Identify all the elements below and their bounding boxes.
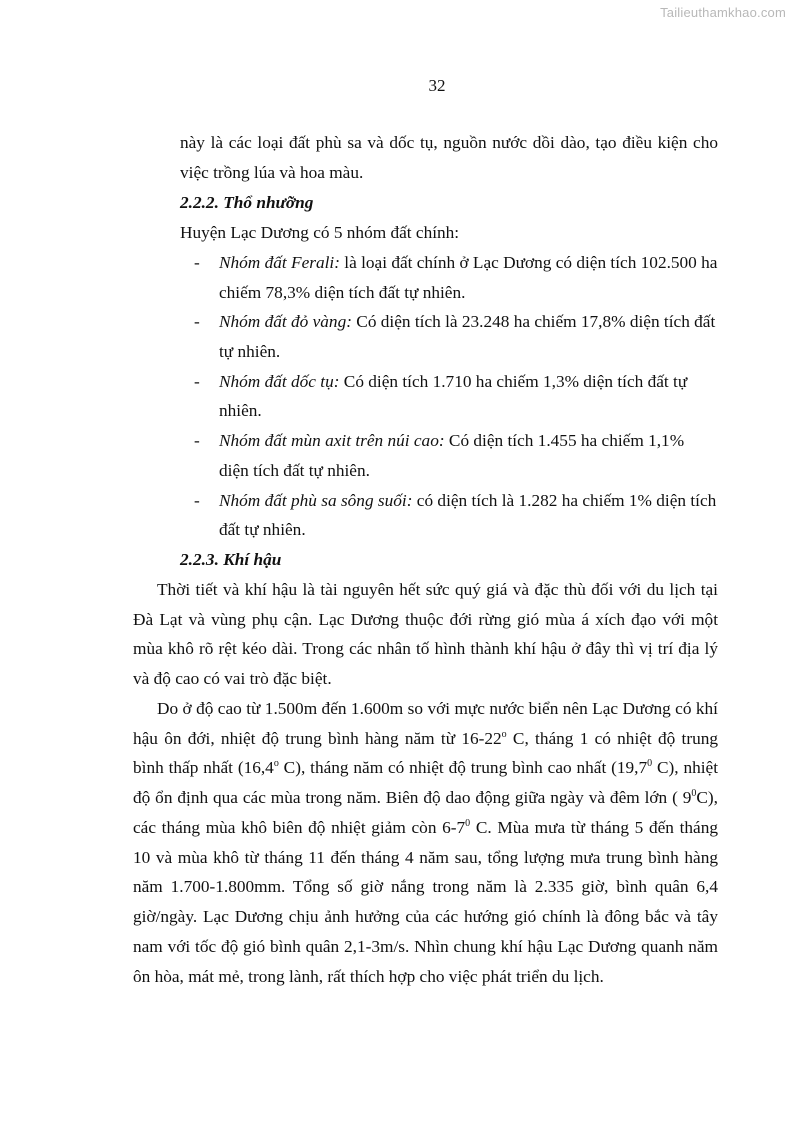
intro-line-1: này là các loại đất phù sa và dốc tụ, nguồn nước dồi dào, tạo điều kiện cho (180, 133, 718, 152)
superscript: 0 (647, 758, 653, 770)
list-item-text: là loại đất chính ở Lạc Dương có diện tích 102.500 ha (339, 253, 718, 272)
list-item-line (219, 490, 716, 512)
list-item-text: Có diện tích 1.455 ha chiếm 1,1% (444, 431, 685, 450)
superscript: o (273, 758, 279, 770)
paragraph-line: Thời tiết và khí hậu là tài nguyên hết sức quý giá và đặc thù đối với du lịch tại (157, 580, 718, 599)
text-run: C), nhiệt (652, 758, 719, 777)
list-item-text: có diện tích là 1.282 ha chiếm 1% diện tích (412, 491, 717, 510)
list-item-text: Có diện tích 1.710 ha chiếm 1,3% diện tích đất tự (339, 372, 688, 391)
list-item-line (219, 430, 684, 452)
list-bullet: - (194, 491, 200, 510)
text-run: C), (696, 788, 718, 807)
page-number: 32 (428, 76, 446, 95)
list-item-term: Nhóm đất phù sa sông suối: (219, 491, 413, 510)
list-item-term: Nhóm đất đỏ vàng: (219, 312, 352, 331)
list-bullet: - (194, 312, 200, 331)
list-bullet: - (194, 431, 200, 450)
text-run: C), tháng năm có nhiệt độ trung bình cao nhất (19,7 (278, 758, 648, 777)
superscript: 0 (691, 788, 697, 800)
paragraph-line (133, 728, 718, 750)
watermark: Tailieuthamkhao.com (660, 5, 786, 20)
text-run: hậu ôn đới, nhiệt độ trung bình hàng năm từ 16-22 (133, 729, 502, 748)
list-bullet: - (194, 253, 200, 272)
intro-line-2: việc trồng lúa và hoa màu. (180, 163, 364, 182)
paragraph-line (133, 757, 718, 779)
text-run: các tháng mùa khô biên độ nhiệt giảm còn 6-7 (133, 818, 466, 837)
list-item-line-2: diện tích đất tự nhiên. (219, 461, 370, 480)
list-item-line (219, 252, 717, 274)
text-run: độ ổn định qua các mùa trong năm. Biên độ dao động giữa ngày và đêm lớn ( 9 (133, 788, 692, 807)
paragraph-line: Do ở độ cao từ 1.500m đến 1.600m so với mực nước biển nên Lạc Dương có khí (157, 699, 718, 718)
superscript: 0 (465, 818, 471, 830)
list-item-line (219, 371, 687, 393)
paragraph-line: ôn hòa, mát mẻ, trong lành, rất thích hợp cho việc phát triển du lịch. (133, 967, 604, 986)
superscript: o (501, 729, 507, 741)
list-item-term: Nhóm đất dốc tụ: (219, 372, 340, 391)
list-item-line (219, 311, 715, 333)
section-heading-tho-nhuong: 2.2.2. Thổ nhưỡng (180, 193, 314, 212)
paragraph-line: mùa khô rõ rệt kéo dài. Trong các nhân tố hình thành khí hậu ở đây thì vị trí địa lý (133, 639, 718, 658)
text-run: C. Mùa mưa từ tháng 5 đến tháng (470, 818, 718, 837)
text-run: bình thấp nhất (16,4 (133, 758, 274, 777)
list-item-line-2: chiếm 78,3% diện tích đất tự nhiên. (219, 283, 466, 302)
paragraph-line: giờ/ngày. Lạc Dương chịu ảnh hưởng của các hướng gió chính là đông bắc và tây (133, 907, 718, 926)
paragraph-line (133, 817, 718, 839)
paragraph-line: Đà Lạt và vùng phụ cận. Lạc Dương thuộc đới rừng gió mùa á xích đạo với một (133, 610, 718, 629)
paragraph-line: năm 1.700-1.800mm. Tổng số giờ nắng trong năm là 2.335 giờ, bình quân 6,4 (133, 877, 718, 896)
section-heading-khi-hau: 2.2.3. Khí hậu (180, 550, 282, 569)
list-item-line-2: tự nhiên. (219, 342, 281, 361)
list-item-text: Có diện tích là 23.248 ha chiếm 17,8% diện tích đất (351, 312, 716, 331)
list-item-line-2: đất tự nhiên. (219, 520, 306, 539)
list-item-term: Nhóm đất Ferali: (219, 253, 340, 272)
paragraph-line (133, 787, 718, 809)
list-bullet: - (194, 372, 200, 391)
list-item-term: Nhóm đất mùn axit trên núi cao: (219, 431, 445, 450)
list-item-line-2: nhiên. (219, 401, 262, 420)
paragraph-line: nam với tốc độ gió bình quân 2,1-3m/s. Nhìn chung khí hậu Lạc Dương quanh năm (133, 937, 718, 956)
text-run: C, tháng 1 có nhiệt độ trung (506, 729, 719, 748)
paragraph-line: và độ cao có vai trò đặc biệt. (133, 669, 332, 688)
section-lead: Huyện Lạc Dương có 5 nhóm đất chính: (180, 223, 460, 242)
paragraph-line: 10 và mùa khô từ tháng 11 đến tháng 4 năm sau, tổng lượng mưa trung bình hàng (133, 848, 718, 867)
